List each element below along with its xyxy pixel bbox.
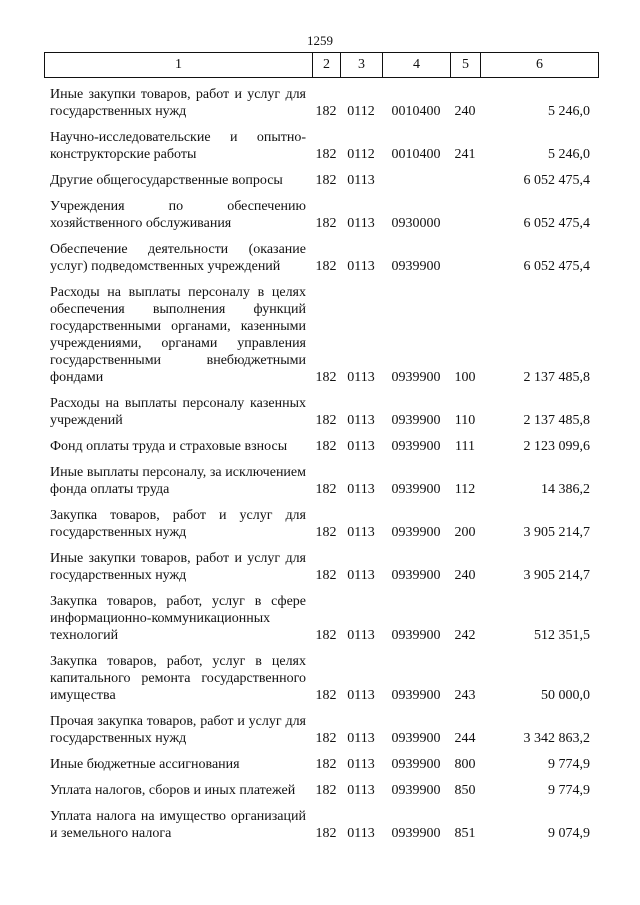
- row-col-5: 200: [454, 525, 476, 540]
- table-row: [44, 462, 598, 505]
- row-name: Иные бюджетные ассигнования: [50, 757, 240, 772]
- row-col-2: 182: [315, 757, 337, 772]
- row-col-3: 0113: [347, 688, 375, 703]
- row-name: Иные закупки товаров, работ и услуг для государственных нужд: [50, 87, 306, 119]
- row-name: Иные выплаты персоналу, за исключением фонда оплаты труда: [50, 465, 306, 497]
- row-amount: 9 774,9: [548, 783, 590, 798]
- table-row: [44, 754, 598, 780]
- row-col-3: 0113: [347, 757, 375, 772]
- row-amount: 6 052 475,4: [523, 259, 590, 274]
- row-col-3: 0113: [347, 173, 375, 188]
- column-header-row: [45, 53, 599, 78]
- row-col-5: [450, 170, 480, 196]
- row-col-3: 0113: [347, 370, 375, 385]
- row-name: Иные закупки товаров, работ и услуг для государственных нужд: [50, 551, 306, 583]
- row-col-3: 0113: [347, 216, 375, 231]
- row-col-4: 0010400: [391, 104, 441, 119]
- row-col-3: 0113: [347, 439, 375, 454]
- row-col-2: 182: [315, 259, 337, 274]
- row-amount: 9 774,9: [548, 757, 590, 772]
- row-col-4: 0939900: [391, 628, 441, 643]
- row-name: Учреждения по обеспечению хозяйственного обслуживания: [50, 199, 306, 231]
- table-row: [44, 282, 598, 393]
- row-name: Прочая закупка товаров, работ и услуг для государственных нужд: [50, 714, 306, 746]
- row-col-3: 0113: [347, 731, 375, 746]
- row-name: Уплата налога на имущество организаций и земельного налога: [50, 809, 306, 841]
- row-col-3: 0113: [347, 413, 375, 428]
- row-name: Другие общегосударственные вопросы: [50, 173, 283, 188]
- row-col-2: 182: [315, 413, 337, 428]
- table-row: [44, 127, 598, 170]
- row-col-3: 0113: [347, 525, 375, 540]
- row-amount: 3 905 214,7: [523, 568, 590, 583]
- row-col-4: 0939900: [391, 413, 441, 428]
- row-col-3: 0113: [347, 482, 375, 497]
- row-col-5: 244: [454, 731, 476, 746]
- row-col-5: 800: [454, 757, 476, 772]
- row-col-2: 182: [315, 525, 337, 540]
- row-col-3: 0112: [347, 104, 375, 119]
- table-row: [44, 591, 598, 651]
- table-row: [44, 780, 598, 806]
- row-col-2: 182: [315, 826, 337, 841]
- table-row: [44, 711, 598, 754]
- column-header-4: 4: [383, 53, 451, 78]
- row-col-3: 0113: [347, 628, 375, 643]
- row-col-3: 0112: [347, 147, 375, 162]
- row-amount: 3 905 214,7: [523, 525, 590, 540]
- column-header-2: 2: [313, 53, 341, 78]
- row-amount: 50 000,0: [541, 688, 590, 703]
- row-col-2: 182: [315, 568, 337, 583]
- row-name: Уплата налогов, сборов и иных платежей: [50, 783, 296, 798]
- row-col-4: 0939900: [391, 688, 441, 703]
- row-amount: 14 386,2: [541, 482, 590, 497]
- table-row: [44, 170, 598, 196]
- column-header-6: 6: [481, 53, 599, 78]
- row-col-5: 110: [454, 413, 476, 428]
- row-col-2: 182: [315, 370, 337, 385]
- row-amount: 6 052 475,4: [523, 216, 590, 231]
- row-name: Закупка товаров, работ и услуг для государственных нужд: [50, 508, 306, 540]
- row-col-5: 243: [454, 688, 476, 703]
- row-col-2: 182: [315, 147, 337, 162]
- row-col-5: 240: [454, 104, 476, 119]
- budget-table: [44, 84, 598, 849]
- row-name: Фонд оплаты труда и страховые взносы: [50, 439, 288, 454]
- row-col-3: 0113: [347, 259, 375, 274]
- row-col-4: 0939900: [391, 525, 441, 540]
- row-col-3: 0113: [347, 568, 375, 583]
- row-amount: 5 246,0: [548, 104, 590, 119]
- row-col-5: 851: [454, 826, 476, 841]
- row-col-5: 100: [454, 370, 476, 385]
- row-col-3: 0113: [347, 826, 375, 841]
- row-col-2: 182: [315, 731, 337, 746]
- row-name: Научно-исследовательские и опытно-конструкторские работы: [50, 130, 306, 162]
- table-row: [44, 84, 598, 127]
- row-amount: 2 123 099,6: [523, 439, 590, 454]
- row-col-2: 182: [315, 104, 337, 119]
- page-number: 1259: [307, 33, 333, 48]
- row-col-5: 242: [454, 628, 476, 643]
- row-name: Закупка товаров, работ, услуг в сфере информационно-коммуникационных технологий: [50, 594, 306, 643]
- row-col-5: [450, 239, 480, 282]
- row-name: Расходы на выплаты персоналу в целях обеспечения выполнения функций государственными органами, казенными учреждениями, органами управления государственными внебюджетными фондами: [50, 285, 306, 385]
- table-row: [44, 505, 598, 548]
- row-amount: 3 342 863,2: [523, 731, 590, 746]
- row-amount: 512 351,5: [534, 628, 590, 643]
- row-col-5: 850: [454, 783, 476, 798]
- row-col-2: 182: [315, 216, 337, 231]
- row-name: Закупка товаров, работ, услуг в целях капитального ремонта государственного имущества: [50, 654, 306, 703]
- table-row: [44, 436, 598, 462]
- row-col-2: 182: [315, 783, 337, 798]
- row-col-4: 0930000: [391, 216, 441, 231]
- row-col-5: 241: [454, 147, 476, 162]
- row-col-4: 0939900: [391, 783, 441, 798]
- column-header-5: 5: [451, 53, 481, 78]
- row-col-2: 182: [315, 439, 337, 454]
- row-col-2: 182: [315, 628, 337, 643]
- row-col-4: 0939900: [391, 568, 441, 583]
- row-name: Расходы на выплаты персоналу казенных учреждений: [50, 396, 306, 428]
- row-col-4: 0939900: [391, 439, 441, 454]
- row-col-3: 0113: [347, 783, 375, 798]
- row-amount: 9 074,9: [548, 826, 590, 841]
- table-row: [44, 196, 598, 239]
- row-col-4: 0010400: [391, 147, 441, 162]
- row-col-4: 0939900: [391, 482, 441, 497]
- row-col-5: 112: [454, 482, 476, 497]
- table-row: [44, 239, 598, 282]
- table-row: [44, 806, 598, 849]
- row-col-5: 240: [454, 568, 476, 583]
- column-header-table: [44, 52, 599, 78]
- row-name: Обеспечение деятельности (оказание услуг) подведомственных учреждений: [50, 242, 306, 274]
- column-header-3: 3: [341, 53, 383, 78]
- row-amount: 6 052 475,4: [523, 173, 590, 188]
- row-col-2: 182: [315, 173, 337, 188]
- row-amount: 2 137 485,8: [523, 413, 590, 428]
- column-header-1: 1: [45, 53, 313, 78]
- row-col-4: 0939900: [391, 731, 441, 746]
- row-col-4: [382, 170, 450, 196]
- row-amount: 5 246,0: [548, 147, 590, 162]
- row-col-4: 0939900: [391, 757, 441, 772]
- table-row: [44, 651, 598, 711]
- row-col-4: 0939900: [391, 370, 441, 385]
- row-col-5: 111: [455, 439, 475, 454]
- row-col-4: 0939900: [391, 259, 441, 274]
- row-col-2: 182: [315, 482, 337, 497]
- table-row: [44, 548, 598, 591]
- table-row: [44, 393, 598, 436]
- row-col-4: 0939900: [391, 826, 441, 841]
- row-col-5: [450, 196, 480, 239]
- row-amount: 2 137 485,8: [523, 370, 590, 385]
- row-col-2: 182: [315, 688, 337, 703]
- budget-table-body: [44, 84, 598, 849]
